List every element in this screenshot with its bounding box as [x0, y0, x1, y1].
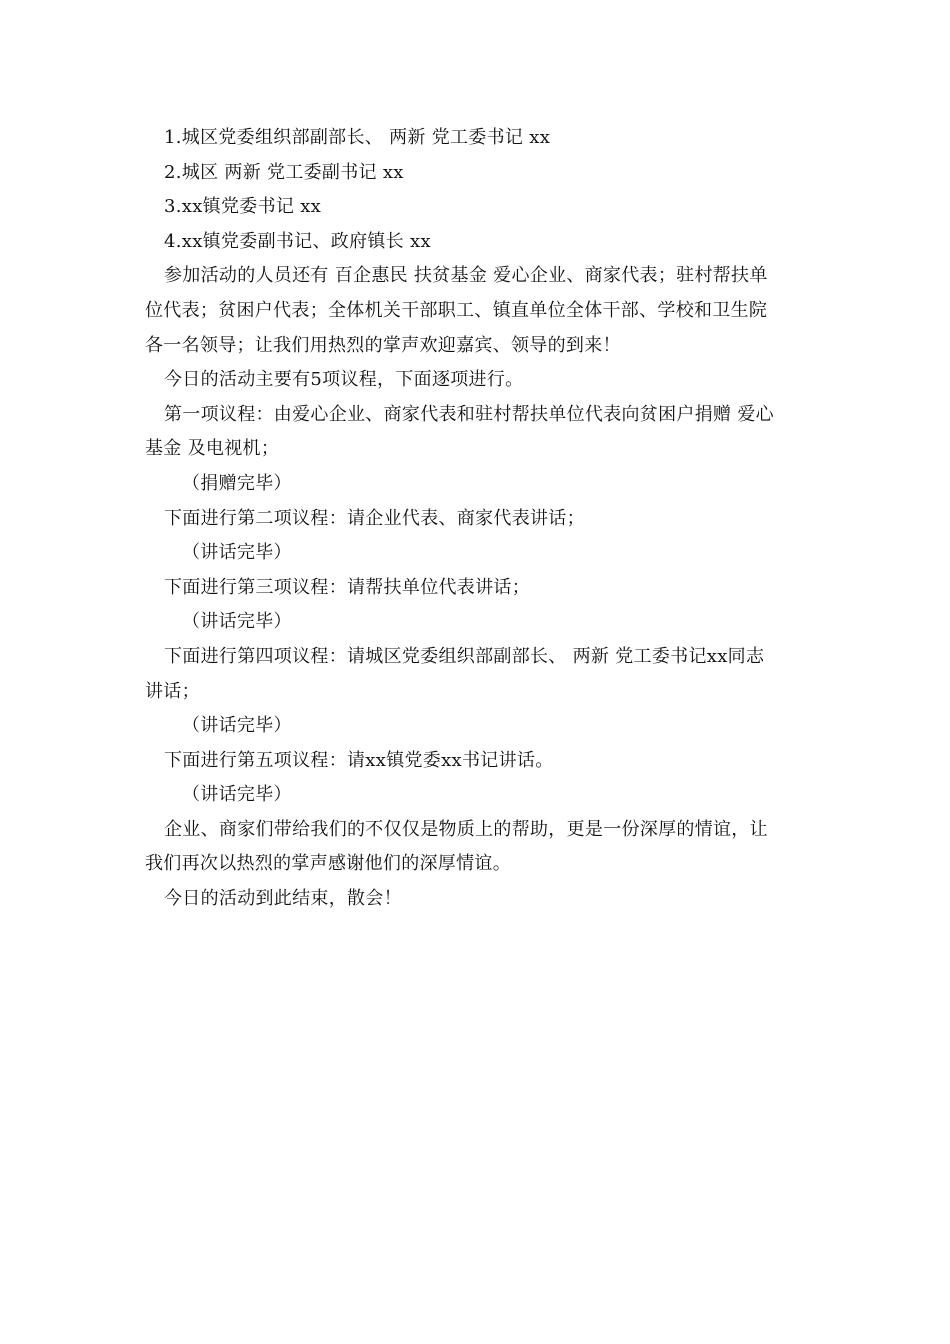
paragraph-thanks-line-2: 我们再次以热烈的掌声感谢他们的深厚情谊。 — [145, 853, 511, 875]
list-item-guest-4: 4.xx镇党委副书记、政府镇长 xx — [164, 230, 431, 252]
agenda-item-1-line-2: 基金 及电视机； — [145, 438, 280, 460]
agenda-item-4-line-1: 下面进行第四项议程：请城区党委组织部副部长、 两新 党工委书记xx同志 — [164, 645, 765, 667]
paragraph-attendees-line-2: 位代表；贫困户代表；全体机关干部职工、镇直单位全体干部、学校和卫生院 — [145, 299, 768, 321]
paragraph-attendees-line-3: 各一名领导；让我们用热烈的掌声欢迎嘉宾、领导的到来！ — [145, 334, 621, 356]
list-item-guest-2: 2.城区 两新 党工委副书记 xx — [164, 161, 404, 183]
agenda-item-5-note: （讲话完毕） — [182, 784, 292, 806]
agenda-item-2: 下面进行第二项议程：请企业代表、商家代表讲话； — [164, 507, 585, 529]
agenda-item-5: 下面进行第五项议程：请xx镇党委xx书记讲话。 — [164, 749, 554, 771]
list-item-guest-3: 3.xx镇党委书记 xx — [164, 196, 322, 218]
agenda-item-4-line-2: 讲话； — [145, 680, 200, 702]
paragraph-thanks-line-1: 企业、商家们带给我们的不仅仅是物质上的帮助，更是一份深厚的情谊，让 — [164, 818, 768, 840]
document-body — [145, 121, 810, 917]
agenda-item-4-note: （讲话完毕） — [182, 715, 292, 737]
agenda-item-1-line-1: 第一项议程：由爱心企业、商家代表和驻村帮扶单位代表向贫困户捐赠 爱心 — [164, 403, 774, 425]
paragraph-closing: 今日的活动到此结束，散会！ — [164, 888, 402, 910]
agenda-item-3: 下面进行第三项议程：请帮扶单位代表讲话； — [164, 576, 530, 598]
agenda-item-1-note: （捐赠完毕） — [182, 472, 292, 494]
paragraph-attendees-line-1: 参加活动的人员还有 百企惠民 扶贫基金 爱心企业、商家代表；驻村帮扶单 — [164, 265, 768, 287]
list-item-guest-1: 1.城区党委组织部副部长、 两新 党工委书记 xx — [164, 127, 551, 148]
agenda-item-2-note: （讲话完毕） — [182, 542, 292, 564]
agenda-item-3-note: （讲话完毕） — [182, 611, 292, 633]
paragraph-agenda-intro: 今日的活动主要有5项议程，下面逐项进行。 — [164, 369, 524, 391]
